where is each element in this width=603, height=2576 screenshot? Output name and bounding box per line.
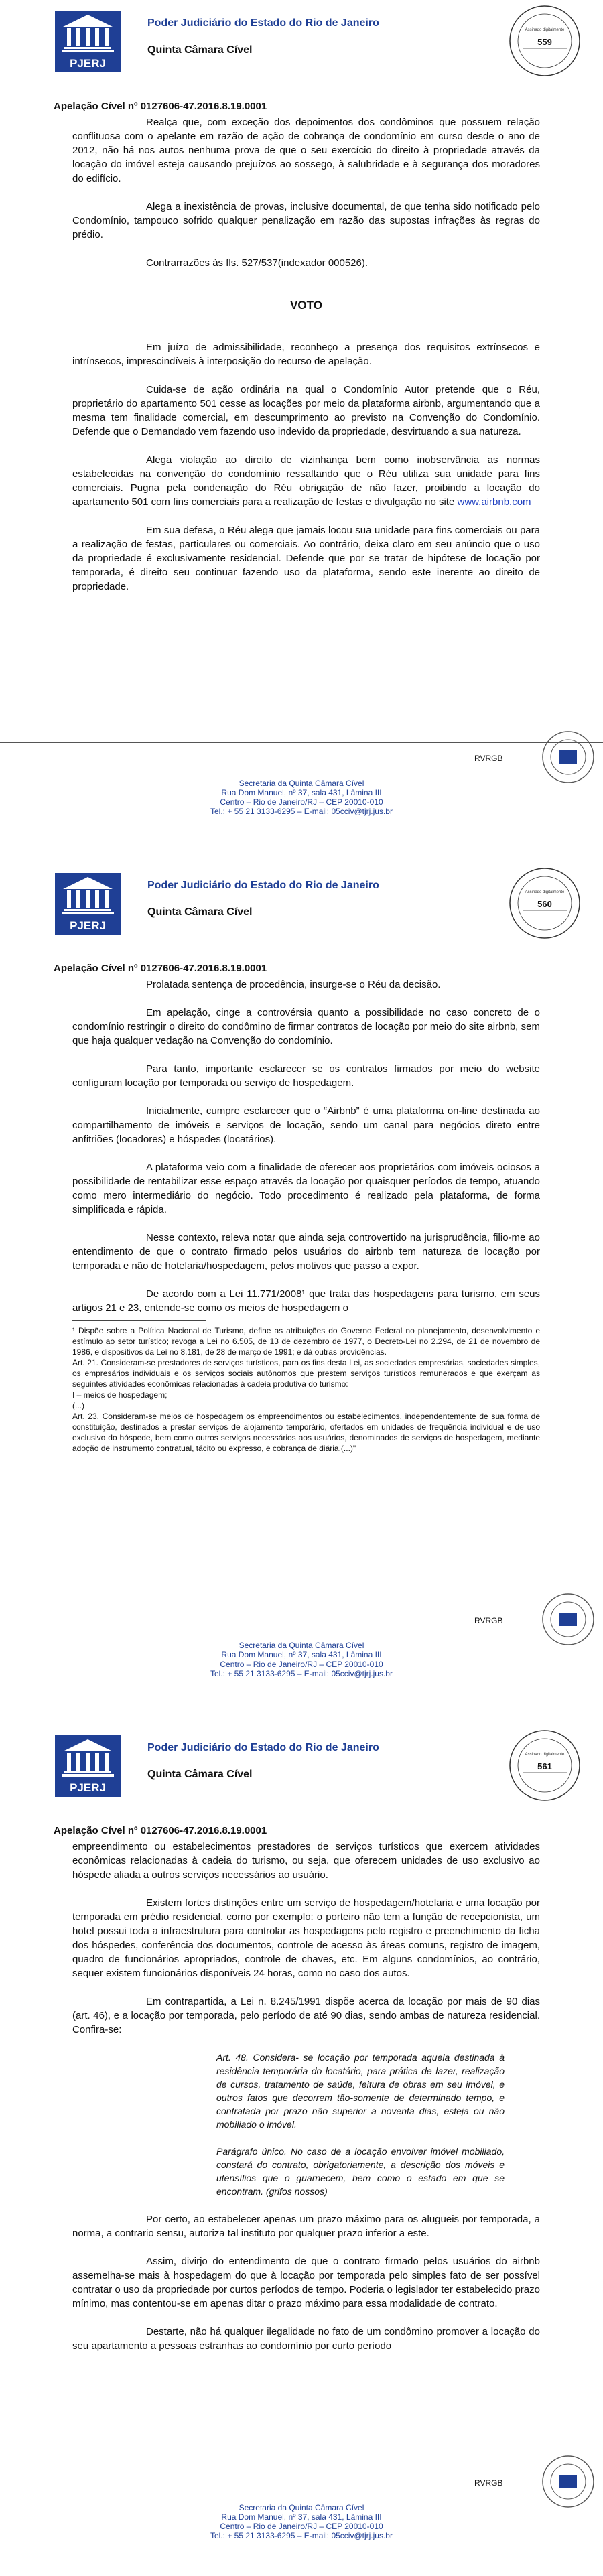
- footnote: I – meios de hospedagem;: [72, 1390, 168, 1400]
- footer-line: Rua Dom Manuel, nº 37, sala 431, Lâmina III: [221, 788, 382, 797]
- page-559: [0, 0, 603, 851]
- quote-paragraph: Art. 48. Considera- se locação por temporada aquela destinada à residência temporária do locatário, para prática de lazer, realização de cursos, tratamento de saúde, feitura de obras em seu imóvel, e outros fatos que decorrem tão-somente de determinado tempo, e contratada por prazo não superior a noventa dias, esteja ou não mobiliado o imóvel.: [216, 2052, 505, 2130]
- initials: RVRGB: [474, 1616, 503, 1625]
- document-body: [72, 1840, 540, 2367]
- svg-text:PJERJ: PJERJ: [70, 1781, 106, 1794]
- paragraph: Para tanto, importante esclarecer se os contratos firmados por meio do website configuram locação por temporada ou serviço de hospedagem.: [72, 1063, 540, 1089]
- chamber-name: Quinta Câmara Cível: [147, 906, 253, 918]
- chamber-name: Quinta Câmara Cível: [147, 44, 253, 56]
- footer-line: Centro – Rio de Janeiro/RJ – CEP 20010-010: [220, 797, 383, 807]
- paragraph: Em contrapartida, a Lei n. 8.245/1991 dispõe acerca da locação por mais de 90 dias (art. 46), e a locação por temporada, pelo período de até 90 dias, sendo ambas de natureza residencial. Confira-se:: [72, 1996, 540, 2035]
- footer-line: Centro – Rio de Janeiro/RJ – CEP 20010-010: [220, 2522, 383, 2531]
- paragraph: Assim, divirjo do entendimento de que o contrato firmado pelos usuários do airbnb assemelha-se mais à hospedagem do que à locação por temporada pelo simples fato de ser possível contratar o uso da propriedade por curtos períodos de tempo. Poderia o legislador ter estabelecido prazo mínimo, mas contentou-se em apenas ditar o prazo máximo para essa modalidade de contrato.: [72, 2256, 540, 2309]
- court-name: Poder Judiciário do Estado do Rio de Janeiro: [147, 17, 379, 29]
- court-name: Poder Judiciário do Estado do Rio de Janeiro: [147, 1742, 379, 1753]
- footnote: (...): [72, 1401, 84, 1410]
- footer-line: Secretaria da Quinta Câmara Cível: [239, 2503, 364, 2512]
- stamp-label: Assinado digitalmente: [525, 890, 565, 894]
- legal-quote: [216, 2051, 505, 2198]
- svg-text:PJERJ: PJERJ: [70, 57, 106, 70]
- chamber-name: Quinta Câmara Cível: [147, 1769, 253, 1780]
- svg-text:PJERJ: PJERJ: [70, 919, 106, 932]
- voto-heading: VOTO: [290, 299, 322, 312]
- footnote: Art. 21. Consideram-se prestadores de serviços turísticos, para os fins desta Lei, as sociedades empresárias, sociedades simples, os empresários individuais e os serviços sociais autônomos que prestem serviços turísticos remunerados e que exerçam as seguintes atividades econômicas relacionadas à cadeia produtiva do turismo:: [72, 1358, 540, 1389]
- paragraph: Destarte, não há qualquer ilegalidade no fato de um condômino promover a locação do seu apartamento a pessoas estranhas ao condomínio por curto período: [72, 2326, 540, 2352]
- footer-address: [0, 778, 603, 816]
- paragraph: Existem fortes distinções entre um serviço de hospedagem/hotelaria e uma locação por temporada em prédio residencial, como por exemplo: o porteiro não tem a função de recepcionista, um hotel possui toda a infraestrutura para controlar as hospedagens pelo registro e preenchimento da ficha dos hóspedes, conferência dos documentos, controle de acesso às áreas comuns, registro de imagem, quadro de funcionários apropriados, controle de chaves, etc. Em alguns condomínios, ao contrário, sequer existem funcionários disponíveis 24 horas, como no caso dos autos.: [72, 1897, 540, 1979]
- paragraph-text: Alega violação ao direito de vizinhança bem como inobservância as normas estabelecidas na convenção do condomínio ressaltando que o Réu utiliza sua unidade para fins comerciais. Pugna pela condenação do Réu obrigação de não fazer, proibindo a locação do apartamento 501 com fins comerciais para a realização de festas e divulgação no site: [72, 454, 540, 508]
- stamp-page-number: 560: [537, 899, 552, 909]
- paragraph: Alega a inexistência de provas, inclusive documental, de que tenha sido notificado pelo Condomínio, tampouco sofrido qualquer penalização em razão das supostas infrações às regras do prédio.: [72, 201, 540, 241]
- airbnb-link[interactable]: www.airbnb.com: [457, 496, 531, 508]
- footer-line: Secretaria da Quinta Câmara Cível: [239, 778, 364, 788]
- stamp-label: Assinado digitalmente: [525, 1753, 565, 1757]
- page-number-stamp: [508, 1728, 582, 1802]
- footnote: ¹ Dispõe sobre a Política Nacional de Turismo, define as atribuições do Governo Federal no planejamento, desenvolvimento e estímulo ao setor turístico; revoga a Lei no 6.505, de 13 de dezembro de 1977, o Decreto-Lei no 2.294, de 21 de novembro de 1986, e dispositivos da Lei no 8.181, de 28 de março de 1991; e dá outras providências.: [72, 1326, 540, 1357]
- footer-line: Tel.: + 55 21 3133-6295 – E-mail: 05cciv@tjrj.jus.br: [210, 1669, 393, 1678]
- footer-line: Rua Dom Manuel, nº 37, sala 431, Lâmina III: [221, 1650, 382, 1659]
- case-number: Apelação Cível nº 0127606-47.2016.8.19.0001: [54, 963, 267, 974]
- page-number-stamp: [508, 866, 582, 940]
- initials: RVRGB: [474, 754, 503, 763]
- court-seal-icon: [541, 1592, 595, 1646]
- case-number: Apelação Cível nº 0127606-47.2016.8.19.0001: [54, 100, 267, 112]
- stamp-label: Assinado digitalmente: [525, 28, 565, 32]
- quote-paragraph: Parágrafo único. No caso de a locação envolver imóvel mobiliado, constará do contrato, obrigatoriamente, a descrição dos móveis e utensílios que o guarnecem, bem como o estado em que se encontram. (grifos nossos): [216, 2146, 505, 2197]
- paragraph: Inicialmente, cumpre esclarecer que o “Airbnb” é uma plataforma on-line destinada ao compartilhamento de imóveis e serviços de locação, sendo um canal para negócios direto entre anfitriões (locadores) e hóspedes (locatários).: [72, 1105, 540, 1145]
- paragraph: Por certo, ao estabelecer apenas um prazo máximo para os alugueis por temporada, a norma, a contrario sensu, autoriza tal instituto por qualquer prazo inferior a este.: [72, 2214, 540, 2239]
- pjerj-logo: [55, 11, 121, 72]
- stamp-page-number: 559: [537, 37, 552, 47]
- stamp-page-number: 561: [537, 1761, 552, 1771]
- document-body: [72, 977, 540, 1454]
- footer-line: Tel.: + 55 21 3133-6295 – E-mail: 05cciv@tjrj.jus.br: [210, 807, 393, 816]
- paragraph-with-link: [72, 453, 540, 509]
- page-560: [0, 862, 603, 1713]
- case-number: Apelação Cível nº 0127606-47.2016.8.19.0001: [54, 1825, 267, 1836]
- paragraph: Em apelação, cinge a controvérsia quanto a possibilidade no caso concreto de o condomínio restringir o direito do condômino de firmar contratos de locação por meio do site airbnb, sem que haja qualquer vedação na Convenção do condomínio.: [72, 1007, 540, 1046]
- paragraph: Em sua defesa, o Réu alega que jamais locou sua unidade para fins comerciais ou para a realização de festas, particulares ou comerciais. Ao contrário, deixa claro em seu anúncio que o uso da propriedade é exclusivamente residencial. Defende que por se tratar de hipótese de locação por temporada, é direito seu continuar fazendo uso da plataforma, sendo este inerente ao direito de propriedade.: [72, 525, 540, 592]
- footer-line: Tel.: + 55 21 3133-6295 – E-mail: 05cciv@tjrj.jus.br: [210, 2531, 393, 2540]
- footer-line: Rua Dom Manuel, nº 37, sala 431, Lâmina III: [221, 2512, 382, 2522]
- paragraph: Nesse contexto, releva notar que ainda seja controvertido na jurisprudência, filio-me ao entendimento de que o contrato firmado pelos usuários do airbnb tem natureza de locação por temporada e não de hotelaria/hospedagem, pelos motivos que passo a expor.: [72, 1232, 540, 1272]
- footnote: Art. 23. Consideram-se meios de hospedagem os empreendimentos ou estabelecimentos, independentemente de sua forma de constituição, destinados a prestar serviços de alojamento temporário, ofertados em unidades de frequência individual e de uso exclusivo do hóspede, bem como outros serviços necessários aos usuários, denominados de serviços de hospedagem, mediante adoção de instrumento contratual, tácito ou expresso, e cobrança de diária.(...)": [72, 1412, 540, 1453]
- footer-divider: [0, 742, 603, 743]
- page-number-stamp: [508, 4, 582, 78]
- paragraph: Cuida-se de ação ordinária na qual o Condomínio Autor pretende que o Réu, proprietário do apartamento 501 cesse as locações por meio da plataforma airbnb, argumentando que a mesma tem finalidade comercial, em descumprimento ao previsto na Convenção do Condomínio. Defende que o Demandado vem fazendo uso indevido da propriedade, desvirtuando a sua natureza.: [72, 384, 540, 437]
- pjerj-logo: [55, 1735, 121, 1797]
- court-name: Poder Judiciário do Estado do Rio de Janeiro: [147, 880, 379, 891]
- court-seal-icon: [541, 2455, 595, 2508]
- footer-line: Secretaria da Quinta Câmara Cível: [239, 1641, 364, 1650]
- paragraph: De acordo com a Lei 11.771/2008¹ que trata das hospedagens para turismo, em seus artigos 21 e 23, entende-se como os meios de hospedagem o: [72, 1288, 540, 1314]
- document-body: [72, 115, 540, 608]
- footer-address: [0, 1641, 603, 1678]
- court-seal-icon: [541, 730, 595, 784]
- paragraph: Contrarrazões às fls. 527/537(indexador 000526).: [146, 257, 368, 269]
- pjerj-logo: [55, 873, 121, 935]
- paragraph: A plataforma veio com a finalidade de oferecer aos proprietários com imóveis ociosos a possibilidade de rentabilizar esse espaço através da locação por quaisquer períodos de tempo, atuando como mero intermediário do negócio. Todo procedimento é realizado pela plataforma, de forma simplificada e rápida.: [72, 1162, 540, 1215]
- page-561: [0, 1724, 603, 2575]
- footer-address: [0, 2503, 603, 2540]
- paragraph: Realça que, com exceção dos depoimentos dos condôminos que possuem relação conflituosa com o apelante em razão de ação de cobrança de condomínio em curso desde o ano de 2012, não há nos autos nenhuma prova de que o seu exercício do direito à propriedade através da locação do imóvel esteja causando prejuízos ao sossego, à salubridade e à segurança dos moradores do edifício.: [72, 117, 540, 184]
- paragraph: Prolatada sentença de procedência, insurge-se o Réu da decisão.: [146, 979, 441, 990]
- paragraph: empreendimento ou estabelecimentos prestadores de serviços turísticos que exercem atividades econômicas relacionadas à cadeia do turismo, ou seja, que oferecem unidades de uso exclusivo ao hóspede aliada a outros serviços necessários ao usuário.: [72, 1841, 540, 1881]
- paragraph: Em juízo de admissibilidade, reconheço a presença dos requisitos extrínsecos e intrínsecos, imprescindíveis à interposição do recurso de apelação.: [72, 342, 540, 367]
- initials: RVRGB: [474, 2478, 503, 2488]
- footer-line: Centro – Rio de Janeiro/RJ – CEP 20010-010: [220, 1659, 383, 1669]
- footnote-divider: [72, 1320, 206, 1321]
